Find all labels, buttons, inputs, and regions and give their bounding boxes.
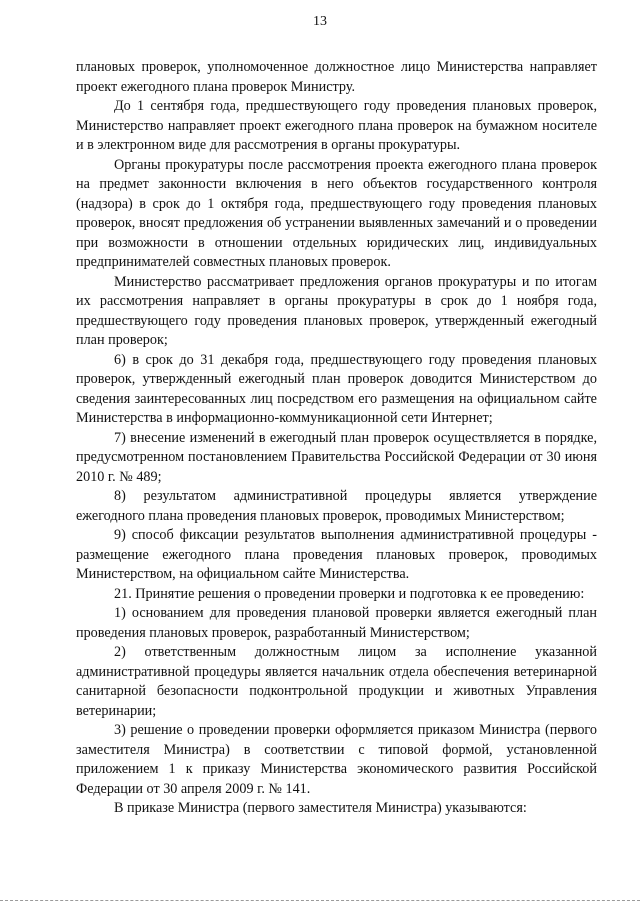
paragraph-item-6: 6) в срок до 31 декабря года, предшествующего году проведения плановых проверок, утвержденный ежегодный план проверок доводится Министерством до сведения заинтересованных лиц посредством его размещения на официальном сайте Министерства в информационно-коммуникационной сети Интернет; — [76, 351, 597, 426]
paragraph-21-item-3: 3) решение о проведении проверки оформляется приказом Министра (первого заместителя Министра) в соответствии с типовой формой, установленной приложением 1 к приказу Министерства экономического развития Российской Федерации от 30 апреля 2009 г. № 141. — [76, 722, 597, 797]
body-text — [76, 58, 597, 819]
paragraph-item-9: 9) способ фиксации результатов выполнения административной процедуры - размещение ежегодного плана проведения плановых проверок, проводимых Министерством, на официальном сайте Министерства. — [76, 527, 597, 582]
paragraph-section-21: 21. Принятие решения о проведении проверки и подготовка к ее проведению: — [114, 585, 585, 602]
paragraph-september-deadline: До 1 сентября года, предшествующего году проведения плановых проверок, Министерство направляет проект ежегодного плана проверок на бумажном носителе и в электронном виде для рассмотрения в органы прокуратуры. — [76, 98, 597, 153]
paragraph-ministry-review: Министерство рассматривает предложения органов прокуратуры и по итогам их рассмотрения направляет в органы прокуратуры в срок до 1 ноября года, предшествующего году проведения плановых проверок, утвержденный ежегодный план проверок; — [76, 273, 597, 348]
paragraph-21-item-1: 1) основанием для проведения плановой проверки является ежегодный план проведения плановых проверок, разработанный Министерством; — [76, 605, 597, 641]
paragraph-order-contents: В приказе Министра (первого заместителя Министра) указываются: — [114, 800, 527, 816]
page-number: 13 — [313, 14, 327, 29]
paragraph-continuation: плановых проверок, уполномоченное должностное лицо Министерства направляет проект ежегодного плана проверок Министру. — [76, 59, 597, 95]
paragraph-item-8: 8) результатом административной процедуры является утверждение ежегодного плана проведения плановых проверок, проводимых Министерством; — [76, 488, 597, 524]
paragraph-item-7: 7) внесение изменений в ежегодный план проверок осуществляется в порядке, предусмотренном постановлением Правительства Российской Федерации от 30 июня 2010 г. № 489; — [76, 429, 597, 485]
paragraph-prosecutor-review: Органы прокуратуры после рассмотрения проекта ежегодного плана проверок на предмет законности включения в него объектов государственного контроля (надзора) в срок до 1 октября года, предшествующего году проведения плановых проверок, вносят предложения об устранении выявленных замечаний и о проведении при возможности в отношении отдельных юридических лиц, индивидуальных предпринимателей совместных плановых проверок. — [76, 156, 597, 270]
footer-divider — [0, 900, 640, 901]
paragraph-21-item-2: 2) ответственным должностным лицом за исполнение указанной административной процедуры является начальник отдела обеспечения ветеринарной санитарной безопасности подконтрольной продукции и животных Управления ветеринарии; — [76, 644, 597, 719]
